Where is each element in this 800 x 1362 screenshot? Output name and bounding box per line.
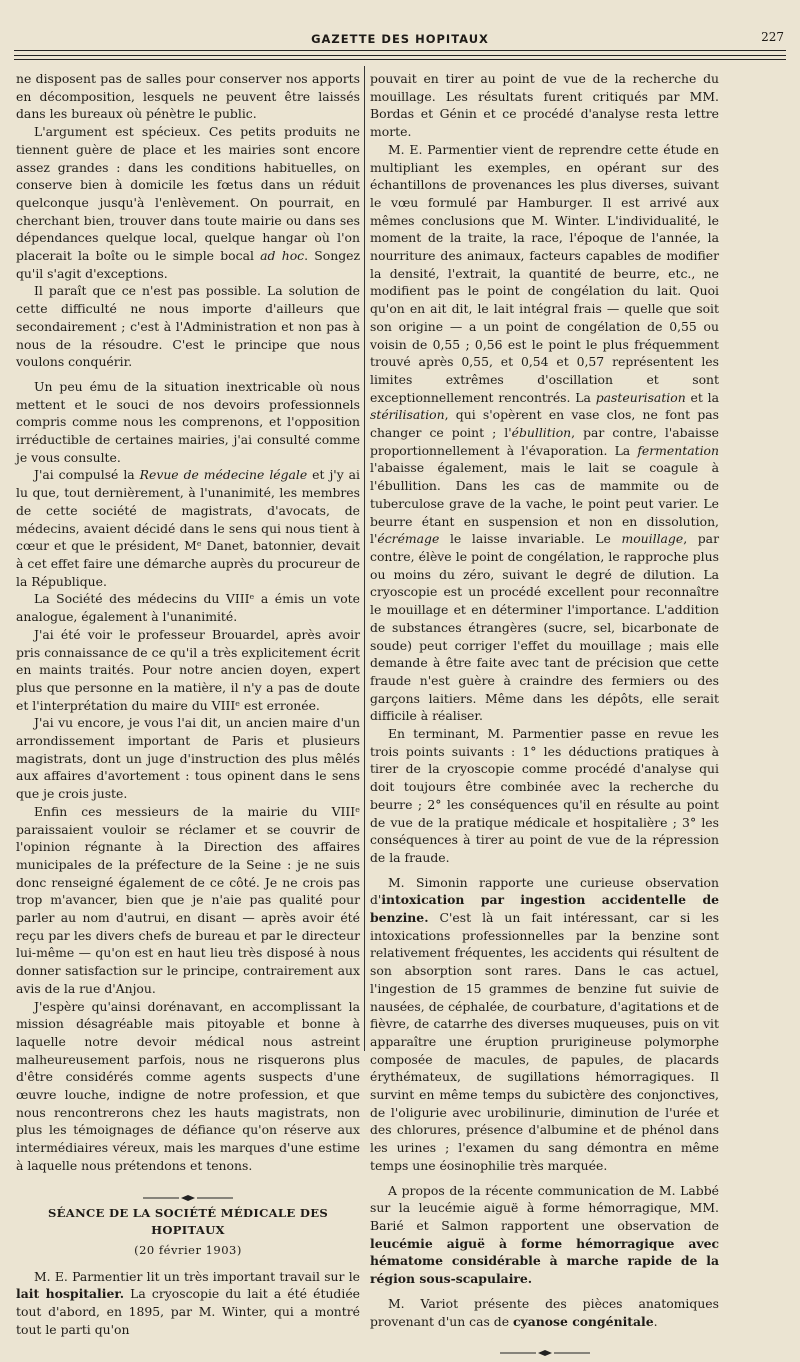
running-head: GAZETTE DES HOPITAUX bbox=[311, 32, 489, 46]
header-rule bbox=[14, 55, 786, 56]
header-rule bbox=[14, 59, 786, 60]
right-column bbox=[370, 70, 719, 1360]
paragraph: M. E. Parmentier lit un très important travail sur le lait hospitalier. La cryoscopie du lait a été étudiée tout d'abord, en 1895, par M. Winter, qui a montré tout le parti qu'on bbox=[16, 1268, 360, 1337]
header-rule bbox=[14, 50, 786, 51]
page-number: 227 bbox=[761, 30, 784, 44]
section-ornament bbox=[370, 1344, 719, 1352]
page-header bbox=[16, 30, 784, 50]
section-date: (20 février 1903) bbox=[134, 1243, 242, 1257]
paragraph: J'ai été voir le professeur Brouardel, après avoir pris connaissance de ce qu'il a très explicitement écrit en maints traités. Pour notre ancien doyen, expert plus que personne en la matière, il n'y a pas de doute et l'interprétation du maire du VIIIᵉ est erronée. bbox=[16, 626, 360, 713]
paragraph: Un peu ému de la situation inextricable où nous mettent et le souci de nos devoirs professionnels compris comme nous les comprenons, et l'opposition irréductible de certaines mairies, j'ai consulté comme je vous consulte. bbox=[16, 378, 360, 465]
left-column bbox=[16, 70, 360, 1339]
paragraph: J'ai compulsé la Revue de médecine légale et j'y ai lu que, tout dernièrement, à l'unanimité, les membres de cette société de magistrats, d'avocats, de médecins, avaient décidé dans le sens qui nous tient à cœur et que le président, Mᵉ Danet, batonnier, devait à cet effet faire une démarche auprès du procureur de la République. bbox=[16, 467, 361, 589]
paragraph: En terminant, M. Parmentier passe en revue les trois points suivants : 1° les déductions pratiques à tirer de la cryoscopie comme procédé d'analyse qui doit toujours être combinée avec la recherche du beurre ; 2° les conséquences qu'il en résulte au point de vue de la pratique médicale et hospitalière ; 3° les conséquences à tirer au point de vue de la répression de la fraude. bbox=[370, 726, 719, 865]
paragraph: J'espère qu'ainsi dorénavant, en accomplissant la mission désagréable mais pitoyable et bonne à laquelle notre devoir médical nous astreint malheureusement parfois, nous ne risquerons plus d'être considérés comme agents suspects d'une œuvre louche, indigne de notre profession, et que nous rencontrerons chez les hauts magistrats, non plus les témoignages de défiance qu'on réserve aux intermédiaires véreux, mais les marques d'une estime à laquelle nous prétendons et tenons. bbox=[16, 998, 360, 1173]
paragraph: A propos de la récente communication de M. Labbé sur la leucémie aiguë à forme hémorragique, MM. Barié et Salmon rapportent une observation de leucémie aiguë à forme hémorragique avec hématome considérable à marche rapide de la région sous-scapulaire. bbox=[370, 1182, 719, 1287]
paragraph: ne disposent pas de salles pour conserver nos apports en décomposition, lesquels ne peuvent être laissés dans les bureaux où pénètre le public. bbox=[16, 71, 360, 122]
paragraph: La Société des médecins du VIIIᵉ a émis un vote analogue, également à l'unanimité. bbox=[16, 591, 360, 625]
paragraph: L'argument est spécieux. Ces petits produits ne tiennent guère de place et les mairies sont encore assez grandes : dans les conditions habituelles, on conserve bien à domicile les fœtus dans un réduit quelconque jusqu'à l'enlèvement. On pourrait, en cherchant bien, trouver dans toute mairie ou dans ses dépendances quelque local, quelque hangar où l'on placerait la boîte ou le simple bocal ad hoc. Songez qu'il s'agit d'exceptions. bbox=[16, 124, 361, 281]
section-title: SÉANCE DE LA SOCIÉTÉ MÉDICALE DES HOPITAUX bbox=[47, 1205, 329, 1238]
paragraph: M. Simonin rapporte une curieuse observation d'intoxication par ingestion accidentelle de benzine. C'est là un fait intéressant, car si les intoxications professionnelles par la benzine sont relativement fréquentes, les accidents qui résultent de son absorption sont rares. Dans le cas actuel, l'ingestion de 15 grammes de benzine fut suivie de nausées, de céphalée, de courbature, d'agitations et de fièvre, de catarrhe des diverses muqueuses, puis on vit apparaître une éruption prurigineuse polymorphe composée de macules, de papules, de placards érythémateux, de sugillations hémorragiques. Il survint en même temps du subictère des conjonctives, de l'oligurie avec urobilinurie, diminution de l'urée et des chlorures, présence d'albumine et de phénol dans les urines ; l'examen du sang démontra en même temps une éosinophilie très marquée. bbox=[370, 874, 719, 1173]
paragraph: J'ai vu encore, je vous l'ai dit, un ancien maire d'un arrondissement important de Paris et plusieurs magistrats, dont un juge d'instruction des plus mêlés aux affaires d'avortement : tous opinent dans le sens que je crois juste. bbox=[16, 715, 360, 802]
paragraph: M. E. Parmentier vient de reprendre cette étude en multipliant les exemples, en opérant sur des échantillons de provenances les plus diverses, suivant le vœu formulé par Hamburger. Il est arrivé aux mêmes conclusions que M. Winter. L'individualité, le moment de la traite, la race, l'époque de l'année, la nourriture des animaux, facteurs capables de modifier la densité, l'extrait, la quantité de beurre, etc., ne modifient pas le point de congélation du lait. Quoi qu'on en ait dit, le lait intégral frais — quelle que soit son origine — a un point de congélation de 0,55 ou voisin de 0,55 ; 0,56 est le point le plus fréquemment trouvé après 0,55, et 0,54 et 0,57 représentent les limites extrêmes d'oscillation et sont exceptionnellement rencontrés. La pasteurisation et la stérilisation, qui s'opèrent en vase clos, ne font pas changer ce point ; l'ébullition, par contre, l'abaisse proportionnellement à l'évaporation. La fermentation l'abaisse également, mais le lait se coagule à l'ébullition. Dans les cas de mammite ou de tuberculose grave de la vache, le point peut varier. Le beurre étant en suspension et non en dissolution, l'écrémage le laisse invariable. Le mouillage, par contre, élève le point de congélation, le rapproche plus ou moins du zéro, suivant le degré de dilution. La cryoscopie est un procédé excellent pour reconnaître le mouillage et en déterminer l'importance. L'addition de substances étrangères (sucre, sel, bicarbonate de soude) peut corriger l'effet du mouillage ; mais elle demande à être faite avec tant de précision que cette fraude n'est guère à craindre des fermiers ou des garçons laitiers. Même dans les dépôts, elle serait difficile à réaliser. bbox=[370, 141, 720, 724]
column-divider bbox=[364, 66, 365, 1051]
paragraph: pouvait en tirer au point de vue de la recherche du mouillage. Les résultats furent critiqués par MM. Bordas et Génin et ce procédé d'analyse resta lettre morte. bbox=[370, 71, 719, 140]
section-ornament bbox=[16, 1189, 360, 1197]
paragraph: Il paraît que ce n'est pas possible. La solution de cette difficulté ne nous importe d'ailleurs que secondairement ; c'est à l'Administration et non pas à nous de la résoudre. C'est le principe que nous voulons conquérir. bbox=[16, 283, 360, 370]
paragraph: M. Variot présente des pièces anatomiques provenant d'un cas de cyanose congénitale. bbox=[370, 1295, 719, 1329]
paragraph: Enfin ces messieurs de la mairie du VIIIᵉ paraissaient vouloir se réclamer et se couvrir de l'opinion régnante à la Direction des affaires municipales de la préfecture de la Seine : je ne suis donc renseigné également de ce côté. Je ne crois pas trop m'avancer, bien que je n'aie pas qualité pour parler au nom d'autrui, en disant — après avoir été reçu par les divers chefs de bureau et par le directeur lui-même — qu'on est en haut lieu très disposé à nous donner satisfaction sur le principe, contrairement aux avis de la rue d'Anjou. bbox=[16, 803, 360, 996]
